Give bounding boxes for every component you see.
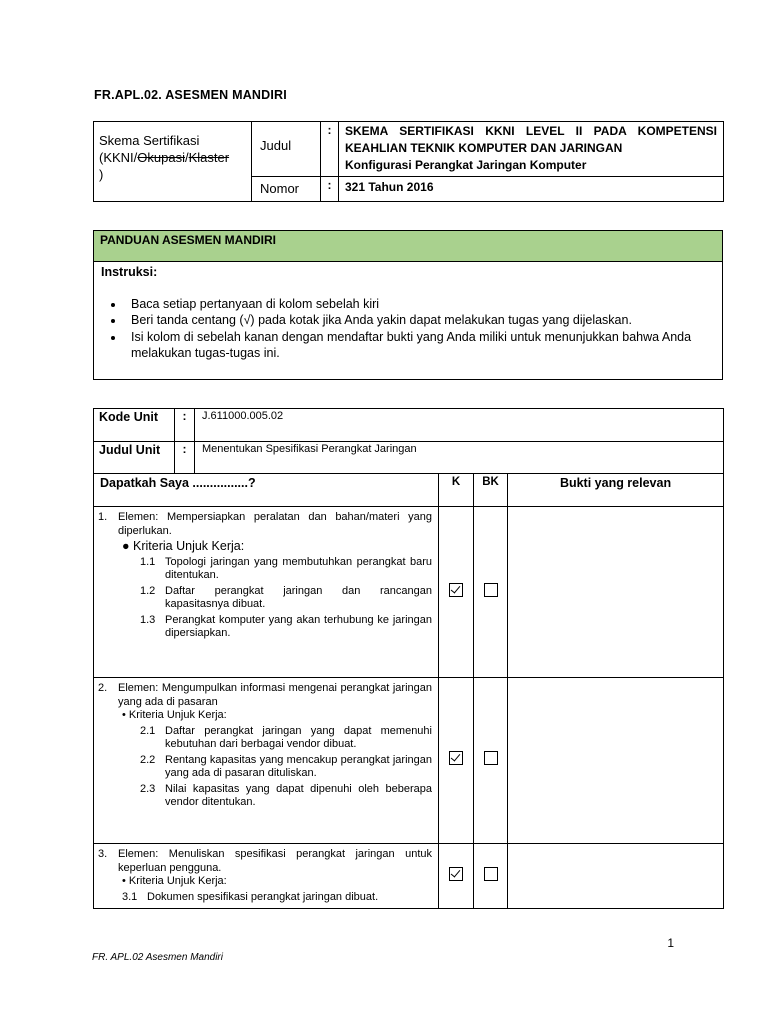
instruction-item: • Baca setiap pertanyaan di kolom sebelah kiri — [125, 296, 714, 313]
judul-line1: SKEMA SERTIFIKASI KKNI LEVEL II PADA KOMPETENSI — [345, 124, 717, 138]
criterion-text: Daftar perangkat jaringan dan rancangan kapasitasnya dibuat. — [165, 584, 432, 610]
element-cell — [94, 678, 439, 844]
criterion-number: 2.3 — [140, 782, 156, 795]
instruction-item: • Isi kolom di sebelah kanan dengan mendaftar bukti yang Anda miliki untuk menunjukkan bahwa Anda melakukan tugas-tugas ini. — [125, 329, 714, 362]
header-k: K — [439, 474, 474, 507]
criterion-number: 2.2 — [140, 753, 156, 766]
criterion-text: Nilai kapasitas yang dapat dipenuhi oleh beberapa vendor ditentukan. — [165, 782, 432, 808]
criterion-number: 3.1 — [122, 890, 138, 903]
criterion-text: Daftar perangkat jaringan yang dapat memenuhi kebutuhan dari berbagai vendor dibuat. — [165, 724, 432, 750]
element-text: Elemen: Mengumpulkan informasi mengenai perangkat jaringan yang ada di pasaran — [118, 682, 432, 708]
element-text: Elemen: Mempersiapkan peralatan dan bahan/materi yang diperlukan. — [118, 511, 432, 537]
nomor-colon: : — [321, 177, 339, 202]
element-number: 3. — [98, 848, 108, 860]
header-evidence: Bukti yang relevan — [508, 474, 724, 507]
element-row — [94, 507, 724, 678]
bk-checkbox[interactable] — [484, 751, 498, 765]
judul-unit-value: Menentukan Spesifikasi Perangkat Jaringan — [195, 442, 724, 474]
kuk-label: • Kriteria Unjuk Kerja: — [122, 875, 227, 887]
header-question: Dapatkah Saya ................? — [94, 474, 439, 507]
element-number: 2. — [98, 682, 108, 694]
bk-checkbox[interactable] — [484, 583, 498, 597]
bk-cell — [474, 678, 508, 844]
k-cell — [439, 844, 474, 909]
judul-colon: : — [321, 122, 339, 177]
kode-unit-label: Kode Unit — [94, 409, 175, 442]
instruction-item: • Beri tanda centang (√) pada kotak jika Anda yakin dapat melakukan tugas yang dijelaskan. — [125, 312, 714, 329]
scheme-label-prefix: (KKNI/ — [99, 150, 138, 165]
element-row — [94, 844, 724, 909]
element-cell — [94, 844, 439, 909]
page-footer: FR. APL.02 Asesmen Mandiri — [92, 952, 223, 963]
kuk-label: • Kriteria Unjuk Kerja: — [122, 709, 227, 721]
element-row — [94, 678, 724, 844]
guide-body — [94, 262, 722, 379]
criterion-text: Dokumen spesifikasi perangkat jaringan dibuat. — [147, 890, 379, 903]
k-cell — [439, 678, 474, 844]
scheme-table — [93, 121, 724, 202]
scheme-label-line2 — [99, 149, 247, 166]
kuk-label-text: Kriteria Unjuk Kerja: — [133, 539, 245, 553]
header-bk: BK — [474, 474, 508, 507]
evidence-cell[interactable] — [508, 507, 724, 678]
criterion-text: Topologi jaringan yang membutuhkan perangkat baru ditentukan. — [165, 555, 432, 581]
element-number: 1. — [98, 511, 108, 523]
scheme-label-cell — [94, 122, 252, 202]
guide-box — [93, 230, 723, 380]
criterion-number: 1.2 — [140, 584, 156, 597]
k-cell — [439, 507, 474, 678]
judul-line2: KEAHLIAN TEKNIK KOMPUTER DAN JARINGAN — [345, 141, 623, 155]
kuk-label-text: Kriteria Unjuk Kerja: — [128, 875, 227, 887]
bk-cell — [474, 844, 508, 909]
scheme-label-klaster: Klaster — [188, 150, 230, 165]
criterion-number: 1.1 — [140, 555, 156, 568]
unit-table — [93, 408, 724, 909]
k-checkbox[interactable] — [449, 583, 463, 597]
evidence-cell[interactable] — [508, 678, 724, 844]
kuk-label-text: Kriteria Unjuk Kerja: — [128, 709, 227, 721]
judul-unit-colon: : — [175, 442, 195, 474]
document-title: FR.APL.02. ASESMEN MANDIRI — [94, 88, 287, 102]
scheme-label-slash: / — [185, 150, 189, 165]
kode-unit-colon: : — [175, 409, 195, 442]
bk-cell — [474, 507, 508, 678]
nomor-label: Nomor — [252, 177, 321, 202]
criterion-number: 1.3 — [140, 613, 156, 626]
scheme-label-line1: Skema Sertifikasi — [99, 133, 200, 148]
page-number: 1 — [667, 936, 674, 950]
judul-unit-label: Judul Unit — [94, 442, 175, 474]
kode-unit-value: J.611000.005.02 — [195, 409, 724, 442]
criterion-text: Perangkat komputer yang akan terhubung ke jaringan dipersiapkan. — [165, 613, 432, 639]
bk-checkbox[interactable] — [484, 867, 498, 881]
nomor-value: 321 Tahun 2016 — [339, 177, 724, 202]
kuk-label: ● Kriteria Unjuk Kerja: — [122, 539, 245, 553]
judul-value — [339, 122, 724, 177]
evidence-cell[interactable] — [508, 844, 724, 909]
element-text: Elemen: Menuliskan spesifikasi perangkat jaringan untuk keperluan pengguna. — [118, 848, 432, 874]
criterion-text: Rentang kapasitas yang mencakup perangkat jaringan yang ada di pasaran dituliskan. — [165, 753, 432, 779]
k-checkbox[interactable] — [449, 751, 463, 765]
criterion-number: 2.1 — [140, 724, 156, 737]
judul-line3: Konfigurasi Perangkat Jaringan Komputer — [345, 158, 587, 172]
k-checkbox[interactable] — [449, 867, 463, 881]
scheme-label-okupasi: Okupasi — [137, 150, 185, 165]
instructions-title: Instruksi: — [101, 265, 158, 279]
instructions-list — [101, 296, 714, 362]
guide-heading: PANDUAN ASESMEN MANDIRI — [94, 231, 722, 262]
judul-label: Judul — [252, 122, 321, 177]
scheme-label-close: ) — [99, 167, 104, 182]
element-cell — [94, 507, 439, 678]
